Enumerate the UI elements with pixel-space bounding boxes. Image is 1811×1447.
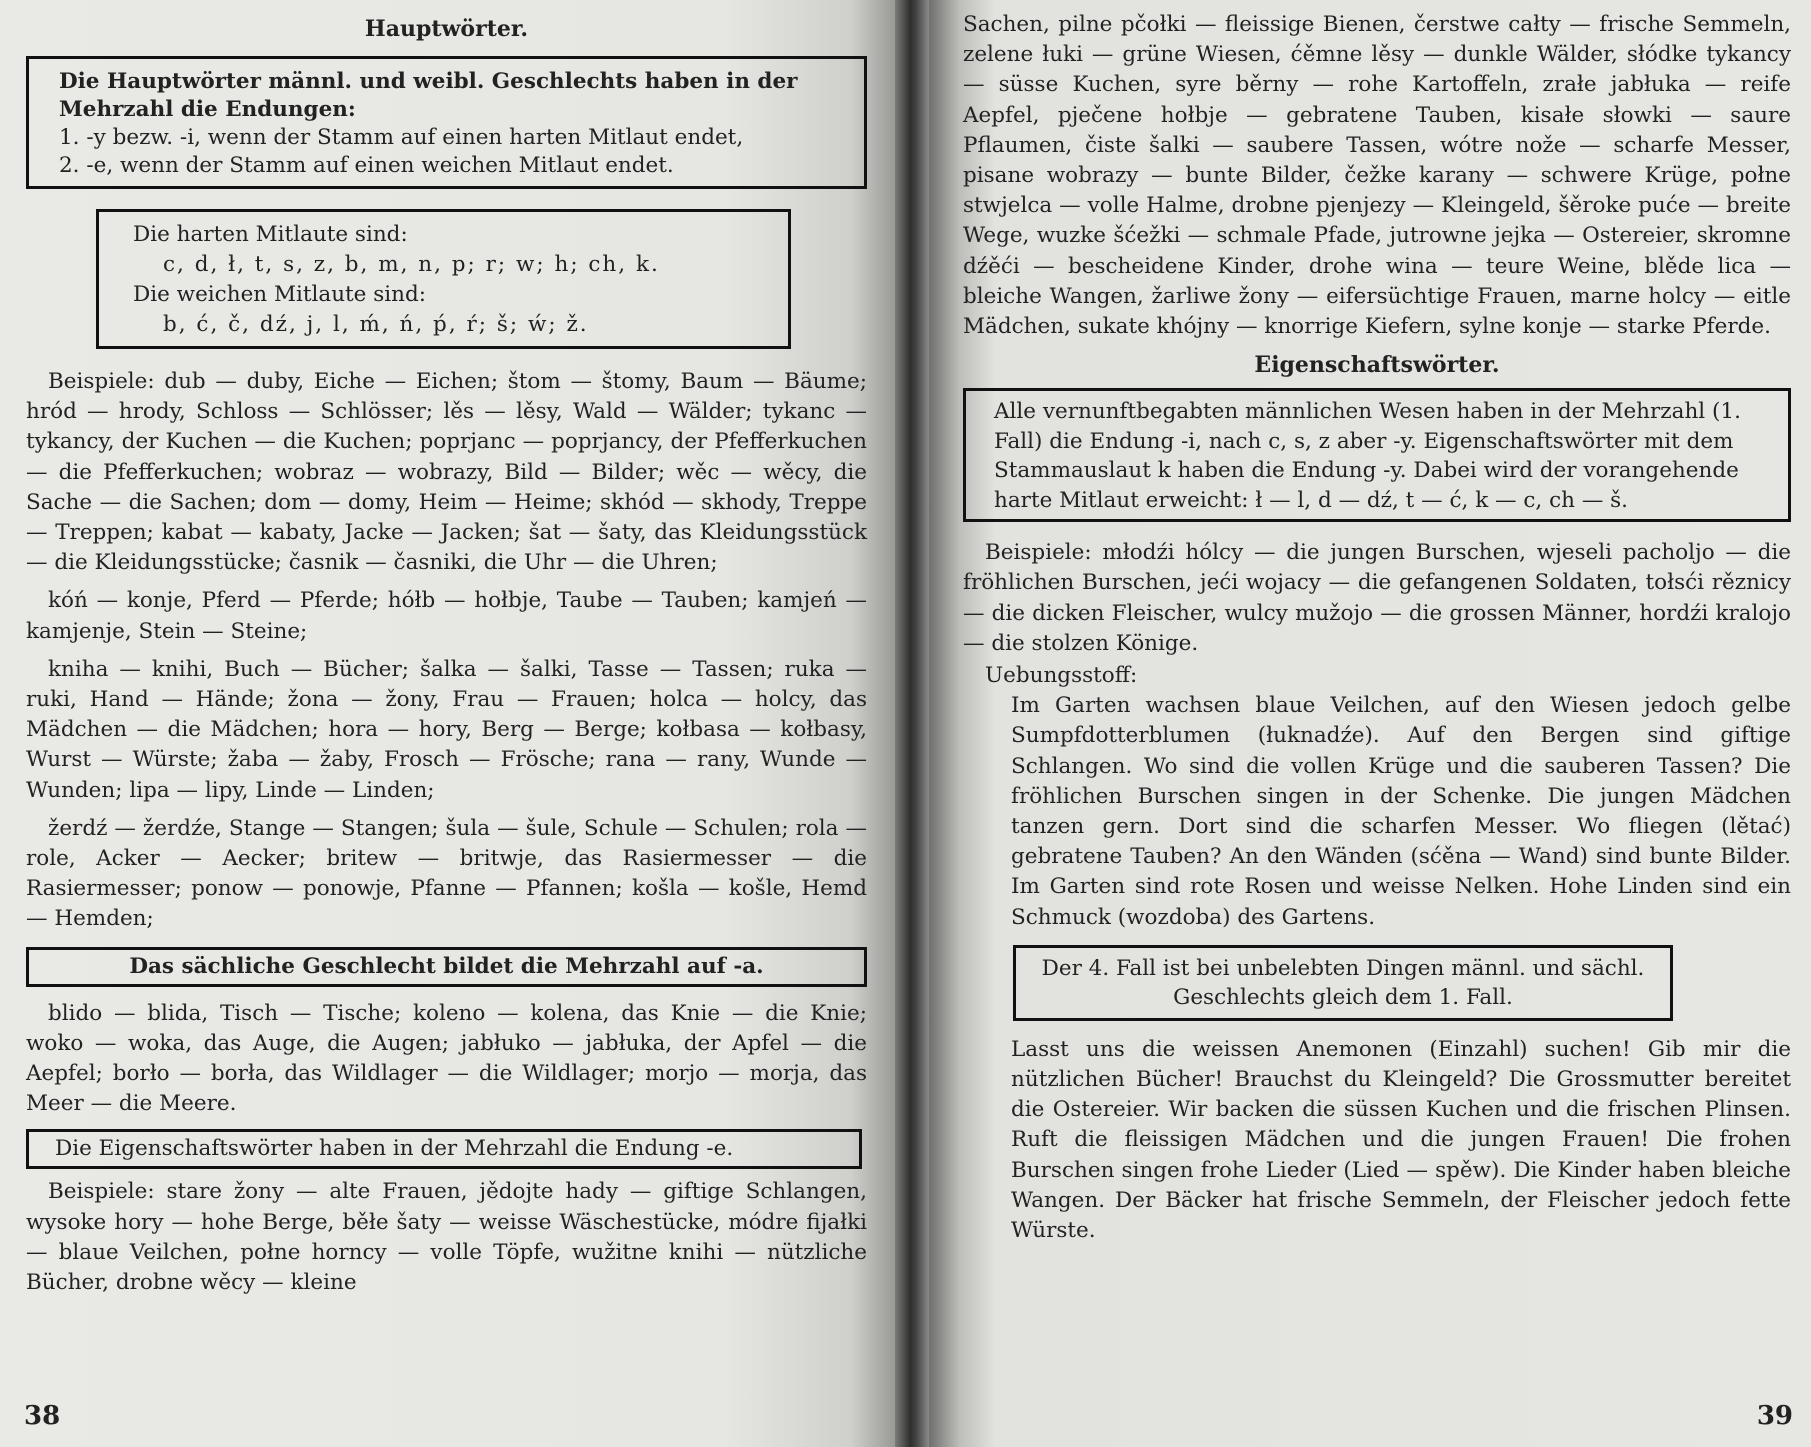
adjective-rule-box: Die Eigenschaftswörter haben in der Mehrzahl die Endung -e. bbox=[26, 1129, 862, 1169]
rule-intro: Die Hauptwörter männl. und weibl. Geschlechts haben in der Mehrzahl die Endungen: bbox=[59, 69, 798, 122]
accusative-rule-box: Der 4. Fall ist bei unbelebten Dingen männl. und sächl. Geschlechts gleich dem 1. Fall. bbox=[1013, 945, 1673, 1021]
section-heading: Eigenschaftswörter. bbox=[1254, 352, 1500, 379]
rule-2: 2. -e, wenn der Stamm auf einen weichen Mitlaut endet. bbox=[59, 153, 674, 178]
left-page bbox=[0, 0, 905, 1447]
examples-paragraph-2: kóń — konje, Pferd — Pferde; hółb — hołbje, Taube — Tauben; kamjeń — kamjenje, Stein — Steine; bbox=[26, 588, 867, 644]
page-number: 39 bbox=[1756, 1401, 1793, 1431]
soft-consonants-heading: Die weichen Mitlaute sind: bbox=[133, 282, 427, 307]
adjective-examples-paragraph: Beispiele: stare žony — alte Frauen, jědojte hady — giftige Schlangen, wysoke hory — hohe Berge, běłe šaty — weisse Wäschestücke, módre fijałki — blaue Veilchen, połne horncy — volle Töpfe, wužitne knihi — nützliche Bücher, drobne wěcy — kleine bbox=[26, 1179, 867, 1296]
consonants-box bbox=[96, 209, 791, 349]
soft-consonants-list: b, ć, č, dź, j, l, ḿ, ń, ṕ, ŕ; š; ẃ; ž. bbox=[163, 312, 589, 337]
examples-paragraph-1: Beispiele: dub — duby, Eiche — Eichen; štom — štomy, Baum — Bäume; hród — hrody, Schloss — Schlösser; lěs — lěsy, Wald — Wälder; tykanc — tykancy, der Kuchen — die Kuchen; poprjanc — poprjancy, der Pfefferkuchen — die Pfefferkuchen; wobraz — wobrazy, Bild — Bilder; wěc — wěcy, die Sache — die Sachen; dom — domy, Heim — Heime; skhód — skhody, Treppe — Treppen; kabat — kabaty, Jacke — Jacken; šat — šaty, das Kleidungsstück — die Kleidungsstücke; časnik — časniki, die Uhr — die Uhren; bbox=[26, 369, 867, 576]
examples-paragraph-3: kniha — knihi, Buch — Bücher; šalka — šalki, Tasse — Tassen; ruka — ruki, Hand — Hände; žona — žony, Frau — Frauen; holca — holcy, das Mädchen — die Mädchen; hora — hory, Berg — Berge; kołbasa — kołbasy, Wurst — Würste; žaba — žaby, Frosch — Frösche; rana — rany, Wunde — Wunden; lipa — lipy, Linde — Linden; bbox=[26, 656, 867, 803]
adjective-examples-continued: Sachen, pilne pčołki — fleissige Bienen, čerstwe całty — frische Semmeln, zelene łuki — grüne Wiesen, ćěmne lěsy — dunkle Wälder, słódke tykancy — süsse Kuchen, syre běrny — rohe Kartoffeln, zrałe jabłuka — reife Aepfel, pječene hołbje — gebratene Tauben, kisałe słowki — saure Pflaumen, čiste šalki — saubere Tassen, wótre nože — scharfe Messer, pisane wobrazy — bunte Bilder, čežke karany — schwere Krüge, połne stwjelca — volle Halme, drobne pjenjezy — Kleingeld, šěroke puće — breite Wege, wuzke šćežki — schmale Pfade, jutrowne jejka — Ostereier, skromne dźěći — bescheidene Kinder, drohe wina — teure Weine, blěde lica — bleiche Wangen, žarliwe žony — eifersüchtige Frauen, marne holcy — eitle Mädchen, sukate khójny — knorrige Kiefern, sylne konje — starke Pferde. bbox=[963, 12, 1791, 340]
masculine-examples-paragraph: Beispiele: młodźi hólcy — die jungen Burschen, wjeseli pacholjo — die fröhlichen Burschen, jeći wojacy — die gefangenen Soldaten, tołsći rěznicy — die dicken Fleischer, wulcy mužojo — die grossen Männer, hordźi kralojo — die stolzen Könige. bbox=[963, 540, 1791, 656]
hard-consonants-list: c, d, ł, t, s, z, b, m, n, p; r; w; h; ch, k. bbox=[163, 252, 660, 277]
page-number: 38 bbox=[24, 1401, 61, 1431]
right-page bbox=[905, 0, 1811, 1447]
examples-paragraph-4: žerdź — žerdźe, Stange — Stangen; šula — šule, Schule — Schulen; rola — role, Acker — Aecker; britew — britwje, das Rasiermesser — die Rasiermesser; ponow — ponowje, Pfanne — Pfannen; košla — košle, Hemd — Hemden; bbox=[26, 815, 867, 932]
rule-1: 1. -y bezw. -i, wenn der Stamm auf einen harten Mitlaut endet, bbox=[59, 125, 744, 150]
book-gutter bbox=[895, 0, 929, 1447]
exercise-paragraph-1: Im Garten wachsen blaue Veilchen, auf den Wiesen jedoch gelbe Sumpfdotterblumen (łuknadźe). Auf den Bergen sind giftige Schlangen. Wo sind die vollen Krüge und die sauberen Tassen? Die fröhlichen Burschen singen in der Schenke. Die jungen Mädchen tanzen gern. Dort sind die scharfen Messer. Wo fliegen (lětać) gebratene Tauben? An den Wänden (sćěna — Wand) sind bunte Bilder. Im Garten sind rote Rosen und weisse Nelken. Hohe Linden sind ein Schmuck (wozdoba) des Gartens. bbox=[1011, 693, 1791, 930]
exercise-paragraph-2: Lasst uns die weissen Anemonen (Einzahl) suchen! Gib mir die nützlichen Bücher! Brauchst du Kleingeld? Die Grossmutter bereitet die Ostereier. Wir backen die süssen Kuchen und die frischen Plinsen. Ruft die fleissigen Mädchen und die jungen Frauen! Die frohen Burschen singen frohe Lieder (Lied — spěw). Die Kinder haben bleiche Wangen. Der Bäcker hat frische Semmeln, der Fleischer jedoch fette Würste. bbox=[1011, 1036, 1791, 1244]
page-title: Hauptwörter. bbox=[364, 16, 529, 42]
rule-box-endings bbox=[26, 56, 867, 189]
masculine-rule-box: Alle vernunftbegabten männlichen Wesen haben in der Mehrzahl (1. Fall) die Endung -i, nach c, s, z aber -y. Eigenschaftswörter mit dem Stammauslaut k haben die Endung -y. Dabei wird der vorangehende harte Mitlaut erweicht: ł — l, d — dź, t — ć, k — c, ch — š. bbox=[963, 388, 1791, 522]
hard-consonants-heading: Die harten Mitlaute sind: bbox=[133, 222, 408, 247]
exercise-label: Uebungsstoff: bbox=[985, 663, 1138, 689]
neuter-examples-paragraph: blido — blida, Tisch — Tische; koleno — kolena, das Knie — die Knie; woko — woka, das Auge, die Augen; jabłuko — jabłuka, der Apfel — die Aepfel; borło — borła, das Wildlager — die Wildlager; morjo — morja, das Meer — die Meere. bbox=[26, 1000, 867, 1117]
neuter-rule-box: Das sächliche Geschlecht bildet die Mehrzahl auf -a. bbox=[26, 947, 867, 987]
